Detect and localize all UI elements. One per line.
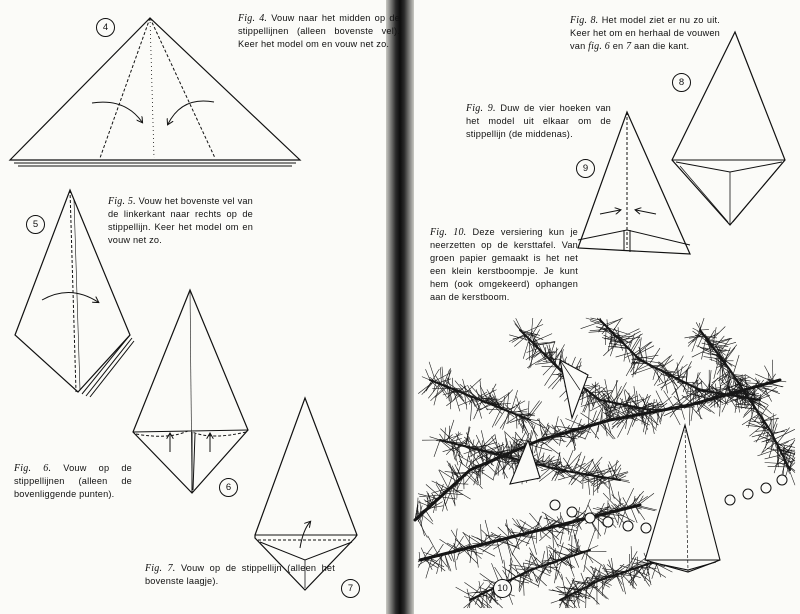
pine-needle xyxy=(551,437,559,444)
fig8-diagram xyxy=(672,32,785,225)
pine-needle xyxy=(574,555,579,567)
fig6-badge: 6 xyxy=(219,478,238,497)
pine-needle xyxy=(528,401,529,419)
pine-needle xyxy=(700,402,714,413)
garland-bead xyxy=(761,483,771,493)
pine-needle xyxy=(618,476,626,480)
pine-needle xyxy=(515,324,520,330)
pine-needle xyxy=(505,525,515,536)
pine-needle xyxy=(603,412,613,419)
pine-needle xyxy=(606,318,622,326)
pine-needle xyxy=(672,409,681,426)
pine-needle xyxy=(452,378,453,389)
pine-needle xyxy=(456,587,475,598)
garland-bead xyxy=(567,507,577,517)
pine-needle xyxy=(527,356,546,368)
pine-needle xyxy=(451,487,461,493)
pine-needle xyxy=(707,333,719,340)
pine-needle xyxy=(749,423,765,436)
fig6-caption xyxy=(14,462,132,501)
fig10-illustration xyxy=(415,318,795,608)
pine-needle xyxy=(581,322,602,329)
fig6-text: Vouw op de stippellijnen (alleen de bovenliggende punten). xyxy=(14,463,132,499)
garland-bead xyxy=(777,475,787,485)
pine-needle xyxy=(766,428,769,449)
pine-needle xyxy=(475,546,495,556)
pine-needle xyxy=(722,395,730,412)
fig8-ref-b: 7 xyxy=(626,41,632,52)
pine-needle xyxy=(489,406,495,414)
pine-needle xyxy=(733,355,739,375)
pine-needle xyxy=(598,515,599,538)
pine-needle xyxy=(579,475,592,476)
pine-needle xyxy=(635,342,652,356)
pine-needle xyxy=(426,381,432,391)
fig7-text: Vouw op de stippellijn (alleen het bovenste laagje). xyxy=(145,563,335,586)
pine-needle xyxy=(661,375,670,390)
pine-needle xyxy=(728,372,741,386)
fig6-label: Fig. 6. xyxy=(14,463,52,474)
fig5-label: Fig. 5. xyxy=(108,196,136,207)
pine-needle xyxy=(769,419,773,428)
fig4-label: Fig. 4. xyxy=(238,13,268,24)
fig9-text: Duw de vier hoeken van het model uit elkaar om de stippellijn (de middenas). xyxy=(466,103,611,139)
pine-needle xyxy=(479,435,494,450)
fig9-badge: 9 xyxy=(576,159,595,178)
garland-bead xyxy=(641,523,651,533)
pine-needle xyxy=(528,401,542,419)
fig4-badge: 4 xyxy=(96,18,115,37)
pine-needle xyxy=(500,412,511,428)
pine-needle xyxy=(618,510,619,525)
pine-needle xyxy=(448,553,452,561)
pine-needle xyxy=(526,419,537,437)
pine-needle xyxy=(442,367,444,386)
fig6-diagram xyxy=(133,290,248,493)
pine-needle xyxy=(638,359,659,369)
pine-needle xyxy=(428,536,439,556)
pine-needle xyxy=(432,481,449,489)
pine-needle xyxy=(445,554,451,572)
pine-needle xyxy=(550,563,551,573)
pine-needle xyxy=(631,367,654,375)
pine-needle xyxy=(424,552,436,556)
pine-needle xyxy=(536,531,537,544)
pine-needle xyxy=(638,506,657,510)
fig5-badge: 5 xyxy=(26,215,45,234)
pine-needle xyxy=(581,546,598,554)
garland-bead xyxy=(725,495,735,505)
pine-needle xyxy=(592,584,608,600)
pine-needle xyxy=(515,565,519,576)
fig5-text: Vouw het bovenste vel van de linkerkant naar rechts op de stippellijn. Keer het model om en vouw net zo. xyxy=(108,196,253,245)
paper-tree-large xyxy=(645,425,720,572)
pine-needle xyxy=(606,472,628,478)
pine-needle xyxy=(773,424,777,437)
pine-needle xyxy=(567,558,574,577)
pine-needle xyxy=(765,463,787,464)
fig9-label: Fig. 9. xyxy=(466,103,496,114)
pine-needle xyxy=(455,464,462,478)
pine-needle xyxy=(497,541,503,564)
pine-needle xyxy=(523,324,543,333)
pine-needle xyxy=(723,345,737,361)
fig8-text-a: Het model ziet er nu zo uit. Keer het om en herhaal de vouwen van xyxy=(570,15,720,51)
pine-needle xyxy=(422,382,434,395)
fig4-text: Vouw naar het midden op de stippellijnen (alleen bovenste vel). Keer het model om en vouw net zo. xyxy=(238,13,400,49)
fig5-caption xyxy=(108,195,253,247)
pine-needle xyxy=(418,382,434,394)
pine-needle xyxy=(630,554,631,570)
fig8-text-c: aan die kant. xyxy=(631,41,690,51)
pine-needle xyxy=(637,557,638,568)
pine-needle xyxy=(542,366,557,367)
pine-needle xyxy=(635,569,651,583)
pine-needle xyxy=(447,543,460,550)
fig8-text-b: en xyxy=(609,41,627,51)
garland-bead xyxy=(585,513,595,523)
pine-needle xyxy=(543,364,554,375)
fig4-arrow-left xyxy=(92,102,142,122)
fig5-arrow xyxy=(42,292,98,302)
fig9-arrow-left xyxy=(600,210,620,214)
pine-needle xyxy=(426,510,433,521)
pine-needle xyxy=(482,440,483,450)
pine-needle xyxy=(565,419,585,427)
pine-needle xyxy=(555,561,558,583)
pine-needle xyxy=(531,423,537,442)
pine-needle xyxy=(688,384,689,394)
fig8-ref-a: fig. 6 xyxy=(588,41,610,52)
pine-needle xyxy=(674,385,681,407)
pine-needle xyxy=(552,527,553,548)
fig10-label: Fig. 10. xyxy=(430,227,467,238)
pine-needle xyxy=(547,546,549,564)
pine-needle xyxy=(561,419,567,432)
pine-needle xyxy=(506,539,512,562)
pine-needle xyxy=(768,466,789,467)
fig8-label: Fig. 8. xyxy=(570,15,599,26)
fig7-label: Fig. 7. xyxy=(145,563,176,574)
pine-needle xyxy=(465,379,482,394)
fig4-arrow-right xyxy=(168,101,214,124)
pine-needle xyxy=(664,391,675,408)
pine-needle xyxy=(537,419,553,436)
fig10-text: Deze versiering kun je neerzetten op de kersttafel. Van groen papier gemaakt is het net een klein kerstboompje. Je kunt hem (ook omgekeerd) ophangen aan de kerstboom. xyxy=(430,227,578,302)
pine-needle xyxy=(545,367,557,386)
pine-needle xyxy=(505,432,521,448)
fig10-caption xyxy=(430,226,578,304)
pine-needle xyxy=(523,574,524,596)
pine-needle xyxy=(681,407,685,420)
garland-bead xyxy=(623,521,633,531)
fig9-caption xyxy=(466,102,611,141)
branch xyxy=(470,550,590,600)
fig7-badge: 7 xyxy=(341,579,360,598)
pine-needle xyxy=(624,509,630,522)
pine-needle xyxy=(689,405,690,426)
pine-needle xyxy=(742,414,759,425)
pine-needle xyxy=(586,577,589,585)
fig9-arrow-right xyxy=(636,210,656,214)
garland-bead xyxy=(603,517,613,527)
fig8-caption xyxy=(570,14,720,53)
pine-needle xyxy=(627,415,634,434)
pine-needle xyxy=(434,440,440,457)
garland-bead xyxy=(550,500,560,510)
pine-needle xyxy=(497,541,516,547)
pine-needle xyxy=(605,326,606,345)
pine-needle xyxy=(475,546,478,567)
pine-needle xyxy=(616,575,623,592)
pine-needle xyxy=(761,442,776,453)
pine-needle xyxy=(631,546,632,569)
fig10-badge: 10 xyxy=(493,579,512,598)
pine-needle xyxy=(535,362,552,364)
pine-needle xyxy=(618,492,621,510)
pine-needle xyxy=(464,597,472,599)
garland-bead xyxy=(743,489,753,499)
pine-needle xyxy=(672,364,687,376)
pine-needle xyxy=(616,352,633,357)
pine-needle xyxy=(543,361,551,362)
pine-needle xyxy=(454,552,457,570)
pine-needle xyxy=(709,327,725,343)
fig7-caption xyxy=(145,562,335,588)
pine-needle xyxy=(449,433,461,443)
pine-needle xyxy=(511,390,518,412)
pine-needle xyxy=(551,600,560,603)
pine-needle xyxy=(466,448,470,466)
pine-needle xyxy=(586,587,587,608)
pine-needle xyxy=(635,506,639,513)
fig4-caption xyxy=(238,12,400,51)
fig8-badge: 8 xyxy=(672,73,691,92)
pine-needle xyxy=(445,428,446,442)
